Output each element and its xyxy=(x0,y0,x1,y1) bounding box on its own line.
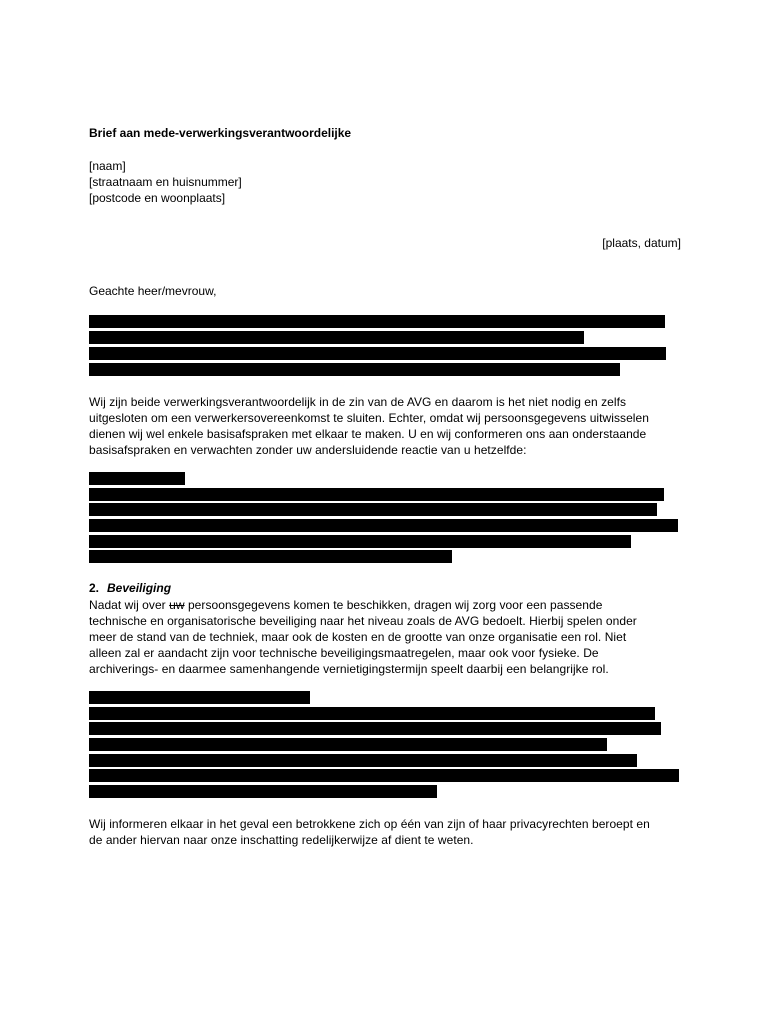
paragraph-line: alleen zal er aandacht zijn voor technische beveiligingsmaatregelen, maar ook voor fysieke. De xyxy=(89,646,599,660)
redaction-bar xyxy=(89,347,666,360)
redaction-bar xyxy=(89,488,664,501)
redaction-bar xyxy=(89,550,452,563)
paragraph-line: basisafspraken en verwachten zonder uw andersluidende reactie van u hetzelfde: xyxy=(89,443,527,457)
paragraph-line: archiverings- en daarmee samenhangende vernietigingstermijn speelt daarbij een belangrijke rol. xyxy=(89,662,609,676)
struck-word: uw xyxy=(169,598,185,612)
paragraph-line: de ander hiervan naar onze inschatting redelijkerwijze af dient te weten. xyxy=(89,833,474,847)
section-number: 2. xyxy=(89,581,100,595)
greeting: Geachte heer/mevrouw, xyxy=(89,284,217,298)
paragraph-line: uitgesloten om een verwerkersovereenkomst te sluiten. Echter, omdat wij persoonsgegevens uitwisselen xyxy=(89,411,649,425)
redaction-bar xyxy=(89,519,678,532)
place-date: [plaats, datum] xyxy=(602,236,681,250)
redaction-bar xyxy=(89,331,584,344)
redaction-bar xyxy=(89,738,607,751)
paragraph-closing xyxy=(89,816,684,848)
redaction-bar xyxy=(89,472,185,485)
paragraph-line: meer de stand van de techniek, maar ook de kosten en de grootte van onze organisatie een rol. Niet xyxy=(89,630,627,644)
paragraph-avg xyxy=(89,394,684,458)
paragraph-line: technische en organisatorische beveiliging naar het niveau zoals de AVG bedoelt. Hierbij spelen onder xyxy=(89,614,637,628)
paragraph-line xyxy=(89,597,684,613)
redaction-bar xyxy=(89,503,657,516)
redaction-bar xyxy=(89,535,631,548)
redaction-bar xyxy=(89,363,620,376)
redaction-bar xyxy=(89,754,637,767)
address-name: [naam] xyxy=(89,159,126,173)
line-text: Nadat wij over xyxy=(89,598,170,612)
redaction-bar xyxy=(89,785,437,798)
section-title: Beveiliging xyxy=(107,581,172,595)
address-postcode: [postcode en woonplaats] xyxy=(89,191,226,205)
address-street: [straatnaam en huisnummer] xyxy=(89,175,242,189)
section-heading xyxy=(89,581,171,595)
line-text: persoonsgegevens komen te beschikken, dragen wij zorg voor een passende xyxy=(184,598,603,612)
paragraph-line: Wij informeren elkaar in het geval een betrokkene zich op één van zijn of haar privacyrechten beroept en xyxy=(89,817,650,831)
redaction-bar xyxy=(89,315,665,328)
address-block xyxy=(89,158,242,206)
redaction-bar xyxy=(89,707,655,720)
redaction-bar xyxy=(89,769,679,782)
redaction-bar xyxy=(89,722,661,735)
paragraph-line: dienen wij wel enkele basisafspraken met elkaar te maken. U en wij conformeren ons aan onderstaande xyxy=(89,427,647,441)
letter-title: Brief aan mede-verwerkingsverantwoordelijke xyxy=(89,126,352,140)
redaction-bar xyxy=(89,691,310,704)
paragraph-line: Wij zijn beide verwerkingsverantwoordelijk in de zin van de AVG en daarom is het niet nodig en zelfs xyxy=(89,395,627,409)
paragraph-security xyxy=(89,597,684,677)
